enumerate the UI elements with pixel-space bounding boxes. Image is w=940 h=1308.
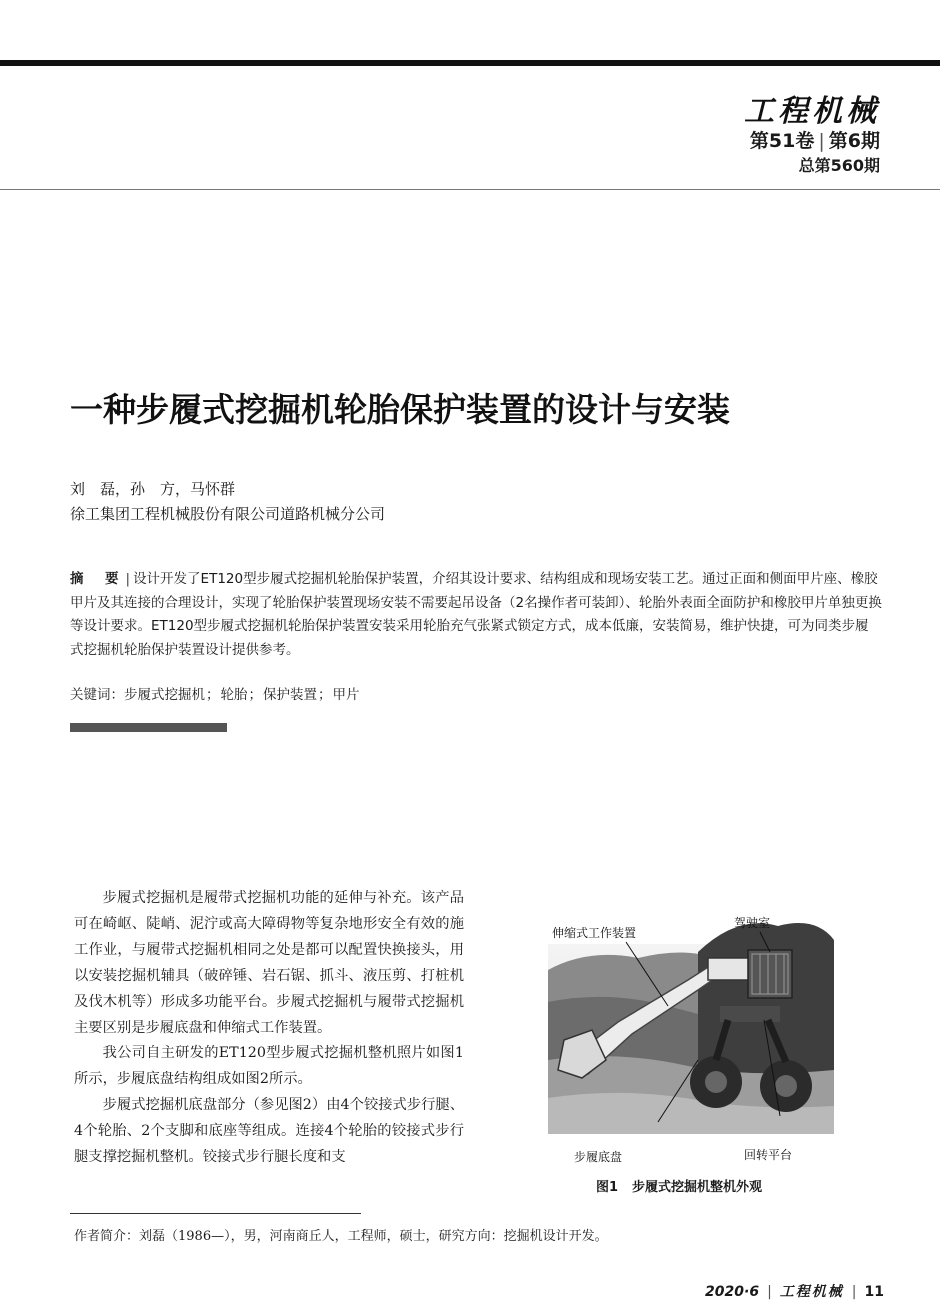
label-cab: 驾驶室 [734, 916, 771, 930]
keyword: 甲片 [332, 687, 360, 703]
keyword-separator: ； [318, 687, 332, 703]
keyword-separator: ； [248, 687, 262, 703]
total-issue: 总第560期 [798, 156, 880, 175]
keyword: 步履式挖掘机 [124, 687, 205, 703]
abstract-separator: | [125, 571, 131, 587]
footer-journal: 工程机械 [779, 1284, 844, 1300]
keyword: 保护装置 [263, 687, 317, 703]
figure-caption [596, 1176, 762, 1195]
keyword-separator: ； [206, 687, 220, 703]
label-telescopic-boom: 伸缩式工作装置 [552, 926, 637, 940]
paragraph: 步履式挖掘机是履带式挖掘机功能的延伸与补充。该产品可在崎岖、陡峭、泥泞或高大障碍物等复杂地形安全有效的施工作业，与履带式挖掘机相同之处是都可以配置快换接头，用以安装挖掘机辅具（破碎锤、岩石锯、抓斗、液压剪、打桩机及伐木机等）形成多功能平台。步履式挖掘机与履带式挖掘机主要区别是步履底盘和伸缩式工作装置。 [74, 890, 464, 1036]
journal-name: 工程机械 [744, 94, 880, 129]
issue: 第6期 [828, 130, 880, 152]
affiliation: 徐工集团工程机械股份有限公司道路机械分公司 [70, 505, 386, 523]
keywords-label: 关键词： [70, 687, 124, 703]
decorative-bar [70, 723, 227, 732]
body-text [74, 886, 464, 1171]
label-slewing-platform: 回转平台 [744, 1148, 793, 1162]
figure-number: 图1 [596, 1180, 619, 1195]
page-number: 11 [864, 1284, 884, 1300]
authors: 刘 磊，孙 方，马怀群 [70, 480, 236, 498]
keyword: 轮胎 [220, 687, 248, 703]
abstract [70, 568, 882, 662]
page-footer [705, 1281, 884, 1301]
footer-separator: | [767, 1284, 772, 1300]
volume: 第51卷 [749, 130, 815, 152]
footer-date: 2020·6 [705, 1284, 760, 1300]
keywords [70, 683, 360, 703]
article-title: 一种步履式挖掘机轮胎保护装置的设计与安装 [70, 390, 730, 429]
top-rule [0, 60, 940, 66]
paragraph: 步履式挖掘机底盘部分（参见图2）由4个铰接式步行腿、4个轮胎、2个支脚和底座等组成。连接4个轮胎的铰接式步行腿支撑挖掘机整机。铰接式步行腿长度和支 [74, 1097, 464, 1166]
author-bio-footnote: 作者简介：刘磊（1986—），男，河南商丘人，工程师，硕士，研究方向：挖掘机设计开发。 [74, 1229, 608, 1244]
excavator-photo [548, 910, 834, 1164]
paragraph: 我公司自主研发的ET120型步履式挖掘机整机照片如图1所示，步履底盘结构组成如图2所示。 [74, 1045, 464, 1088]
issue-separator: | [818, 130, 825, 152]
footer-separator: | [851, 1284, 857, 1300]
excavator-illustration [548, 910, 834, 1142]
abstract-label: 摘 要 [70, 571, 123, 587]
label-chassis: 步履底盘 [574, 1150, 623, 1164]
header-rule [0, 189, 940, 190]
abstract-text: 设计开发了ET120型步履式挖掘机轮胎保护装置，介绍其设计要求、结构组成和现场安装工艺。通过正面和侧面甲片座、橡胶甲片及其连接的合理设计，实现了轮胎保护装置现场安装不需要起吊设备（2名操作者可装卸）、轮胎外表面全面防护和橡胶甲片单独更换等设计要求。ET120型步履式挖掘机轮胎保护装置安装采用轮胎充气张紧式锁定方式，成本低廉，安装简易，维护快捷，可为同类步履式挖掘机轮胎保护装置设计提供参考。 [70, 571, 882, 658]
footnote-rule [70, 1213, 361, 1214]
issue-line [750, 126, 880, 153]
figure-caption-text: 步履式挖掘机整机外观 [632, 1180, 763, 1195]
